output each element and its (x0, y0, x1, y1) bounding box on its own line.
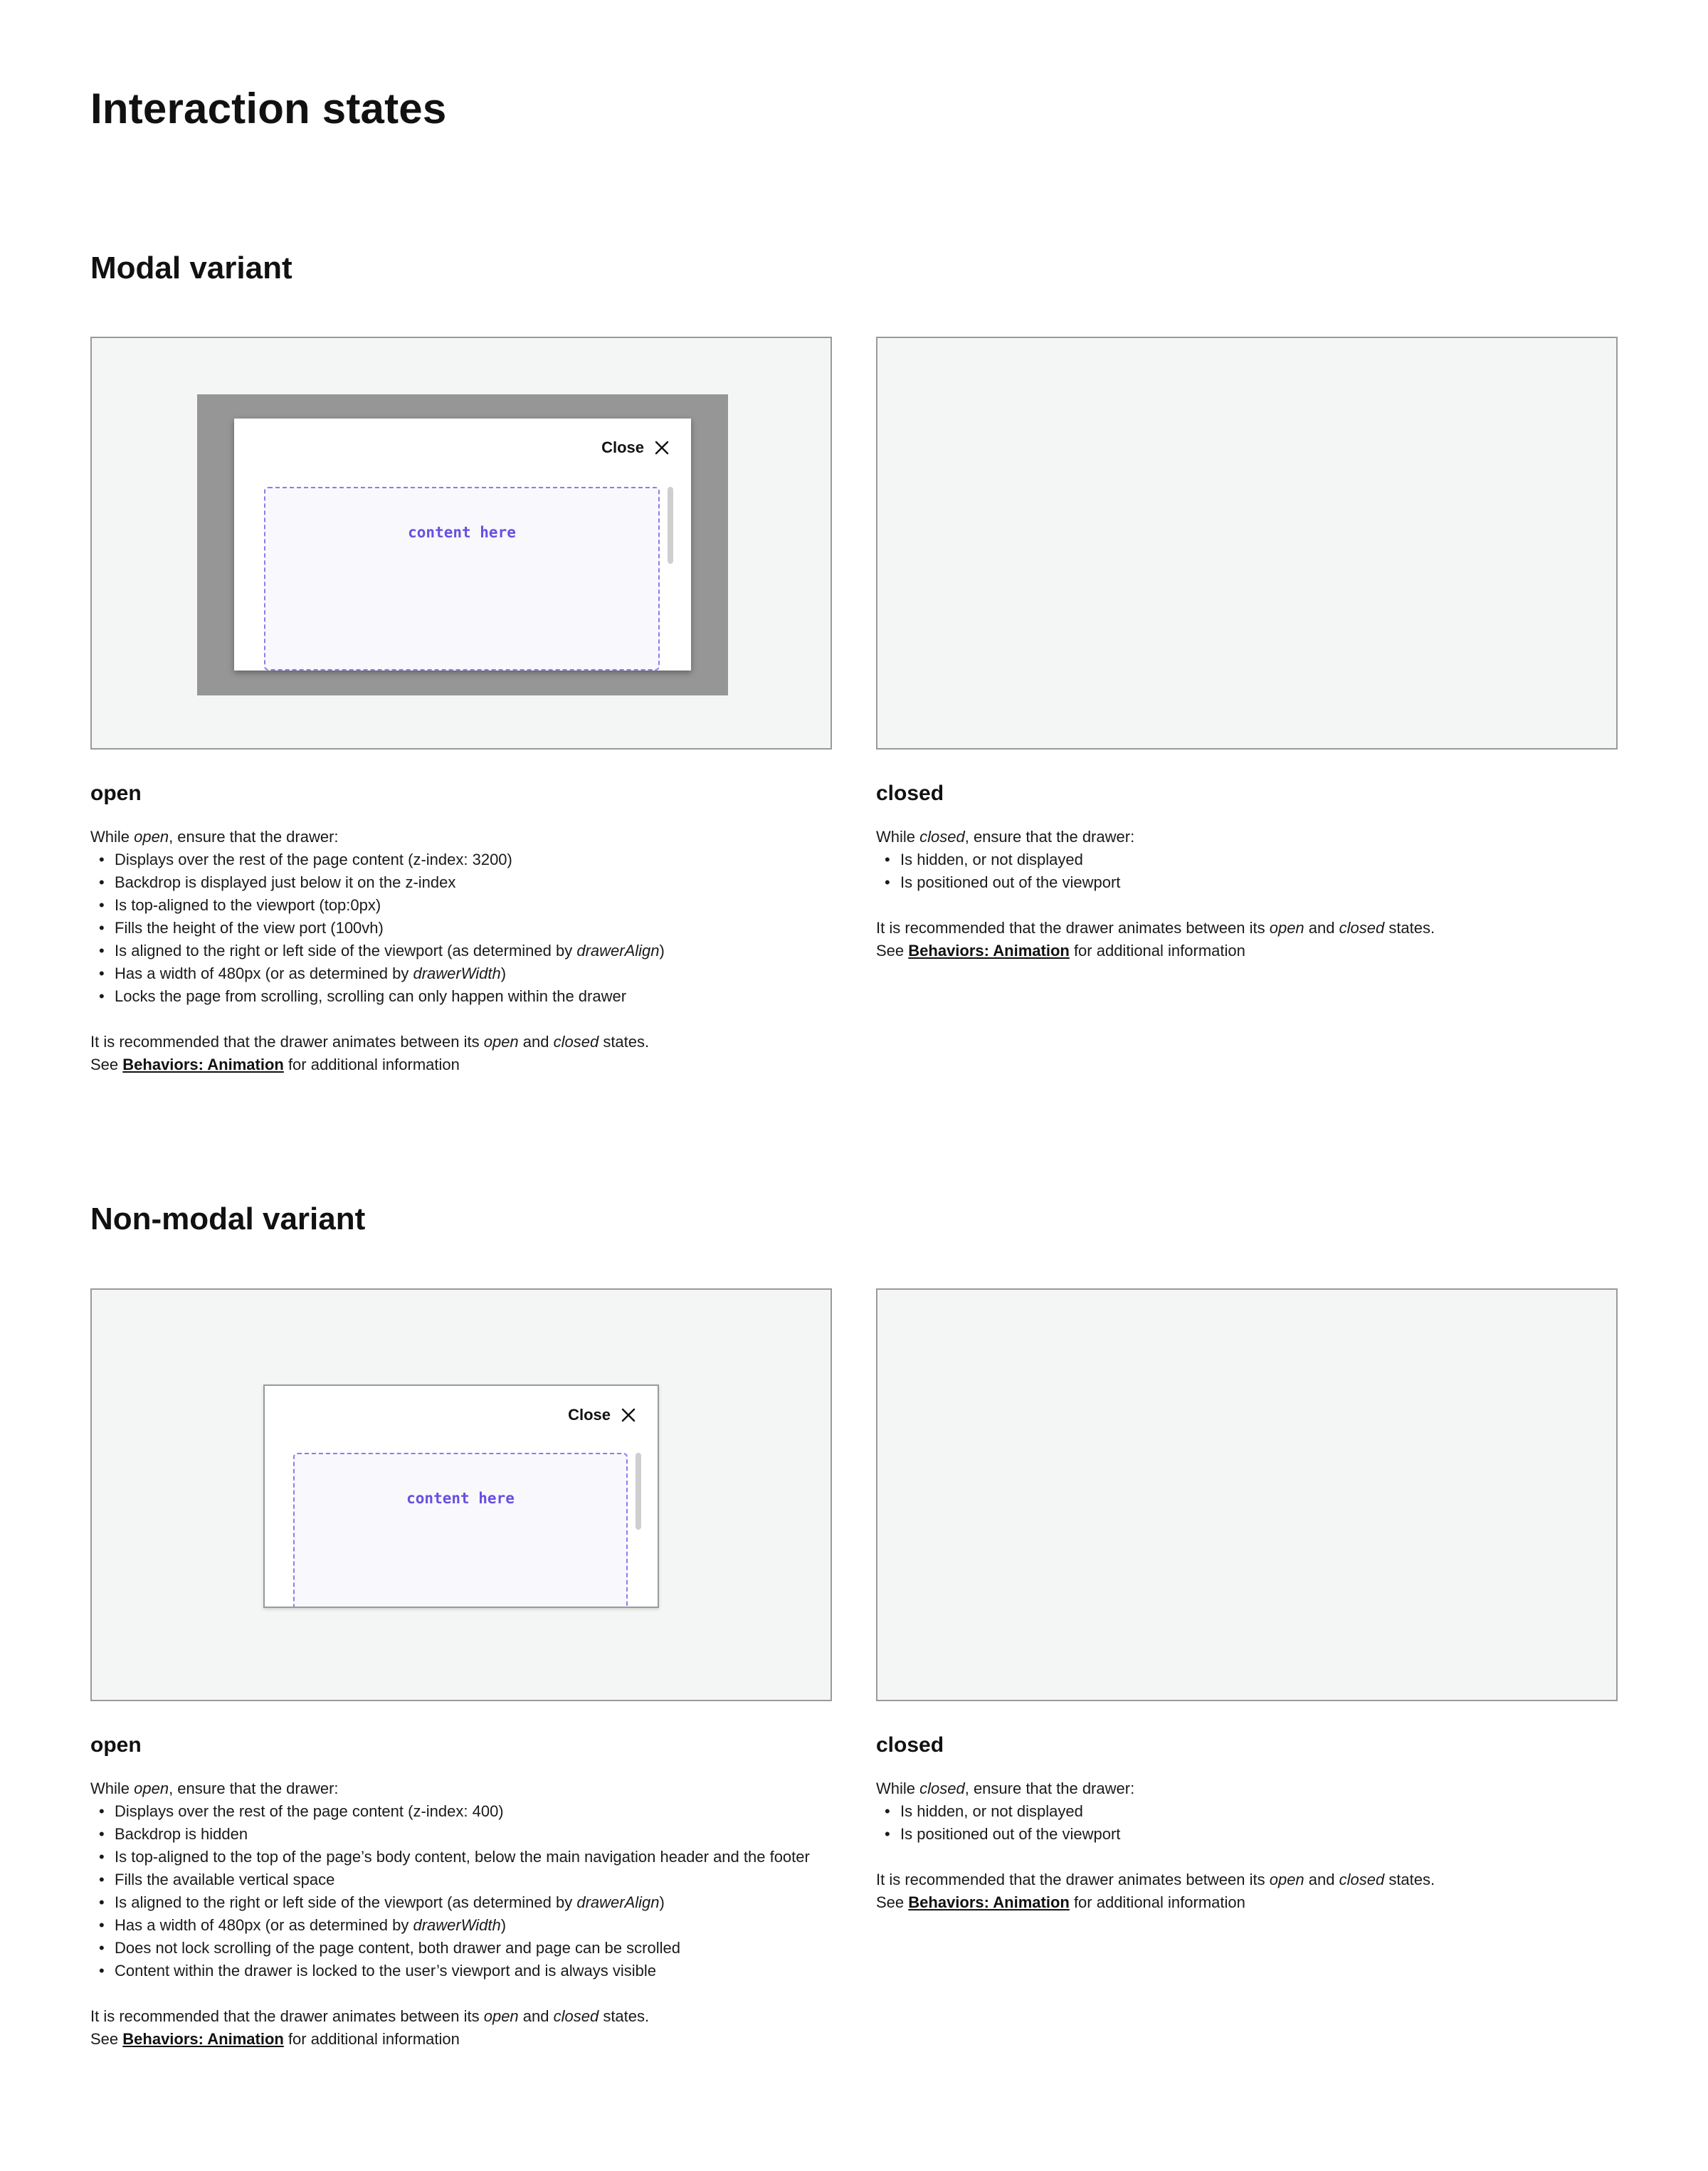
list-item: • Fills the height of the view port (100vh) (90, 917, 845, 940)
nonmodal-open-description (90, 1777, 845, 2051)
animation-link[interactable]: Behaviors: Animation (908, 1893, 1070, 1911)
modal-closed-description (876, 826, 1630, 962)
list-item: • Has a width of 480px (or as determined by drawerWidth) (90, 962, 845, 985)
animation-link[interactable]: Behaviors: Animation (908, 942, 1070, 960)
list-item: • Is hidden, or not displayed (876, 1800, 1630, 1823)
animation-link[interactable]: Behaviors: Animation (122, 2030, 284, 2048)
nonmodal-open-heading: open (90, 1733, 142, 1757)
close-button[interactable] (568, 1406, 636, 1424)
modal-closed-preview (876, 337, 1618, 750)
requirements-list (90, 848, 845, 1008)
scrollbar[interactable] (668, 487, 673, 564)
nonmodal-variant-title: Non-modal variant (90, 1202, 366, 1236)
close-label: Close (568, 1406, 611, 1424)
list-item: • Content within the drawer is locked to the user’s viewport and is always visible (90, 1960, 845, 1982)
close-button[interactable] (601, 438, 670, 457)
close-label: Close (601, 438, 644, 456)
requirements-list (90, 1800, 845, 1982)
requirements-list (876, 1800, 1630, 1846)
list-item: • Displays over the rest of the page content (z-index: 400) (90, 1800, 845, 1823)
list-item: • Is top-aligned to the top of the page’s body content, below the main navigation header and the footer (90, 1846, 859, 1868)
intro-text: While closed, ensure that the drawer: (876, 828, 1135, 846)
list-item: • Fills the available vertical space (90, 1868, 845, 1891)
modal-backdrop (197, 394, 728, 695)
list-item: • Backdrop is displayed just below it on the z-index (90, 871, 845, 894)
see-also-text: See Behaviors: Animation for additional information (876, 942, 1245, 960)
drawer-content-placeholder (264, 487, 660, 671)
see-also-text: See Behaviors: Animation for additional information (876, 1893, 1245, 1911)
list-item: • Does not lock scrolling of the page content, both drawer and page can be scrolled (90, 1937, 845, 1960)
modal-drawer (234, 419, 691, 671)
content-label: content here (408, 524, 516, 541)
list-item: • Is aligned to the right or left side of the viewport (as determined by drawerAlign) (90, 940, 845, 962)
nonmodal-closed-description (876, 1777, 1630, 1914)
list-item: • Is hidden, or not displayed (876, 848, 1630, 871)
list-item: • Is top-aligned to the viewport (top:0px) (90, 894, 845, 917)
close-icon (621, 1407, 636, 1423)
list-item: • Backdrop is hidden (90, 1823, 845, 1846)
recommendation-text: It is recommended that the drawer animates between its open and closed states. (90, 1033, 650, 1051)
page-title: Interaction states (90, 85, 447, 132)
intro-text: While open, ensure that the drawer: (90, 1780, 339, 1797)
list-item: • Is positioned out of the viewport (876, 871, 1630, 894)
nonmodal-drawer (263, 1384, 659, 1608)
drawer-content-placeholder (293, 1453, 628, 1608)
content-label: content here (406, 1490, 515, 1507)
see-also-text: See Behaviors: Animation for additional information (90, 2030, 460, 2048)
list-item: • Is positioned out of the viewport (876, 1823, 1630, 1846)
recommendation-text: It is recommended that the drawer animates between its open and closed states. (90, 2007, 650, 2025)
list-item: • Has a width of 480px (or as determined by drawerWidth) (90, 1914, 845, 1937)
list-item: • Displays over the rest of the page content (z-index: 3200) (90, 848, 845, 871)
recommendation-text: It is recommended that the drawer animates between its open and closed states. (876, 1871, 1435, 1888)
requirements-list (876, 848, 1630, 894)
scrollbar[interactable] (636, 1453, 641, 1530)
nonmodal-open-preview (90, 1288, 832, 1701)
close-icon (654, 440, 670, 456)
modal-open-preview (90, 337, 832, 750)
nonmodal-closed-heading: closed (876, 1733, 944, 1757)
modal-variant-title: Modal variant (90, 251, 292, 285)
modal-open-description (90, 826, 845, 1076)
recommendation-text: It is recommended that the drawer animates between its open and closed states. (876, 919, 1435, 937)
list-item: • Is aligned to the right or left side of the viewport (as determined by drawerAlign) (90, 1891, 845, 1914)
nonmodal-closed-preview (876, 1288, 1618, 1701)
animation-link[interactable]: Behaviors: Animation (122, 1056, 284, 1073)
intro-text: While open, ensure that the drawer: (90, 828, 339, 846)
list-item: • Locks the page from scrolling, scrolling can only happen within the drawer (90, 985, 845, 1008)
see-also-text: See Behaviors: Animation for additional information (90, 1056, 460, 1073)
modal-open-heading: open (90, 782, 142, 805)
intro-text: While closed, ensure that the drawer: (876, 1780, 1135, 1797)
modal-closed-heading: closed (876, 782, 944, 805)
